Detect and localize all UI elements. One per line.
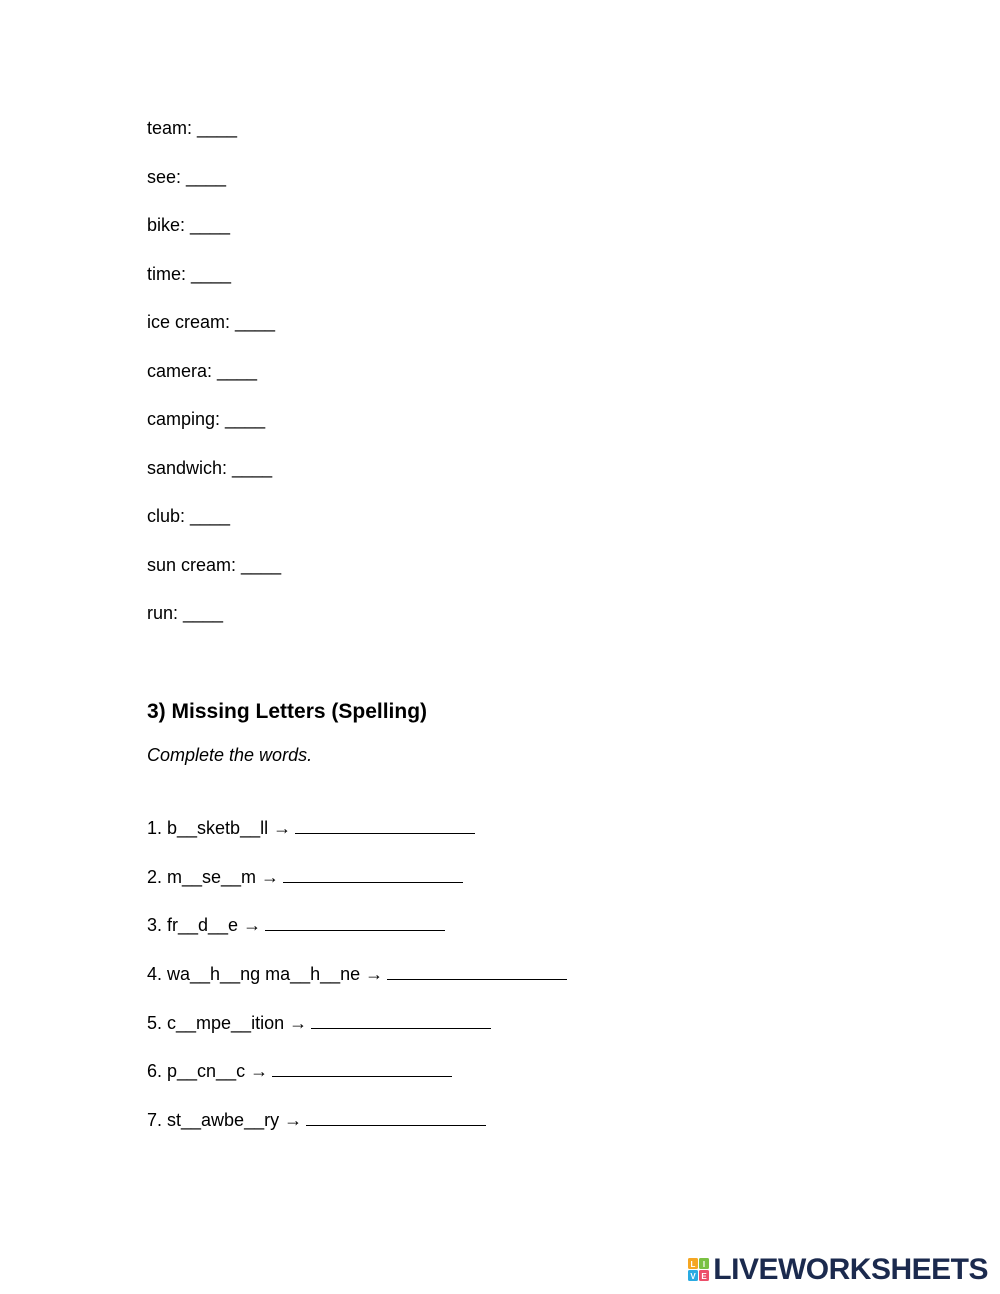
list-item: time: ____ xyxy=(147,263,232,284)
spelling-prompt: 5. c__mpe__ition → xyxy=(147,1012,308,1033)
spelling-list xyxy=(147,816,567,1157)
answer-line[interactable] xyxy=(306,1108,486,1126)
list-item: team: ____ xyxy=(147,118,238,138)
list-item: sandwich: ____ xyxy=(147,457,273,478)
liveworksheets-logo-icon xyxy=(688,1258,710,1282)
spelling-prompt: 2. m__se__m → xyxy=(147,866,280,887)
logo-text: LIVEWORKSHEETS xyxy=(713,1253,988,1286)
spelling-prompt: 4. wa__h__ng ma__h__ne → xyxy=(147,964,384,985)
answer-line[interactable] xyxy=(272,1059,452,1077)
spelling-prompt: 6. p__cn__c → xyxy=(147,1061,269,1082)
spelling-item xyxy=(147,865,567,914)
spelling-prompt: 3. fr__d__e → xyxy=(147,915,262,936)
list-item: club: ____ xyxy=(147,506,231,526)
spelling-item xyxy=(147,1011,567,1060)
word-list xyxy=(147,117,281,651)
svg-text:E: E xyxy=(701,1272,707,1281)
spelling-item xyxy=(147,816,567,865)
section-instructions: Complete the words. xyxy=(147,745,313,765)
liveworksheets-logo xyxy=(688,1254,988,1286)
spelling-item xyxy=(147,962,567,1011)
spelling-item xyxy=(147,913,567,962)
answer-line[interactable] xyxy=(283,865,463,883)
list-item: camping: ____ xyxy=(147,409,266,429)
section-title: 3) Missing Letters (Spelling) xyxy=(147,700,428,723)
list-item: run: ____ xyxy=(147,603,224,623)
answer-line[interactable] xyxy=(295,816,475,834)
spelling-prompt: 1. b__sketb__ll → xyxy=(147,818,292,838)
answer-line[interactable] xyxy=(311,1011,491,1029)
list-item: sun cream: ____ xyxy=(147,554,282,575)
answer-line[interactable] xyxy=(387,962,567,980)
list-item: ice cream: ____ xyxy=(147,312,276,332)
spelling-prompt: 7. st__awbe__ry → xyxy=(147,1110,303,1131)
svg-text:V: V xyxy=(690,1272,696,1281)
svg-text:I: I xyxy=(703,1260,706,1269)
svg-text:L: L xyxy=(690,1260,696,1269)
list-item: camera: ____ xyxy=(147,360,258,381)
list-item: see: ____ xyxy=(147,166,227,187)
answer-line[interactable] xyxy=(265,913,445,931)
spelling-item xyxy=(147,1108,567,1157)
list-item: bike: ____ xyxy=(147,215,231,235)
spelling-item xyxy=(147,1059,567,1108)
